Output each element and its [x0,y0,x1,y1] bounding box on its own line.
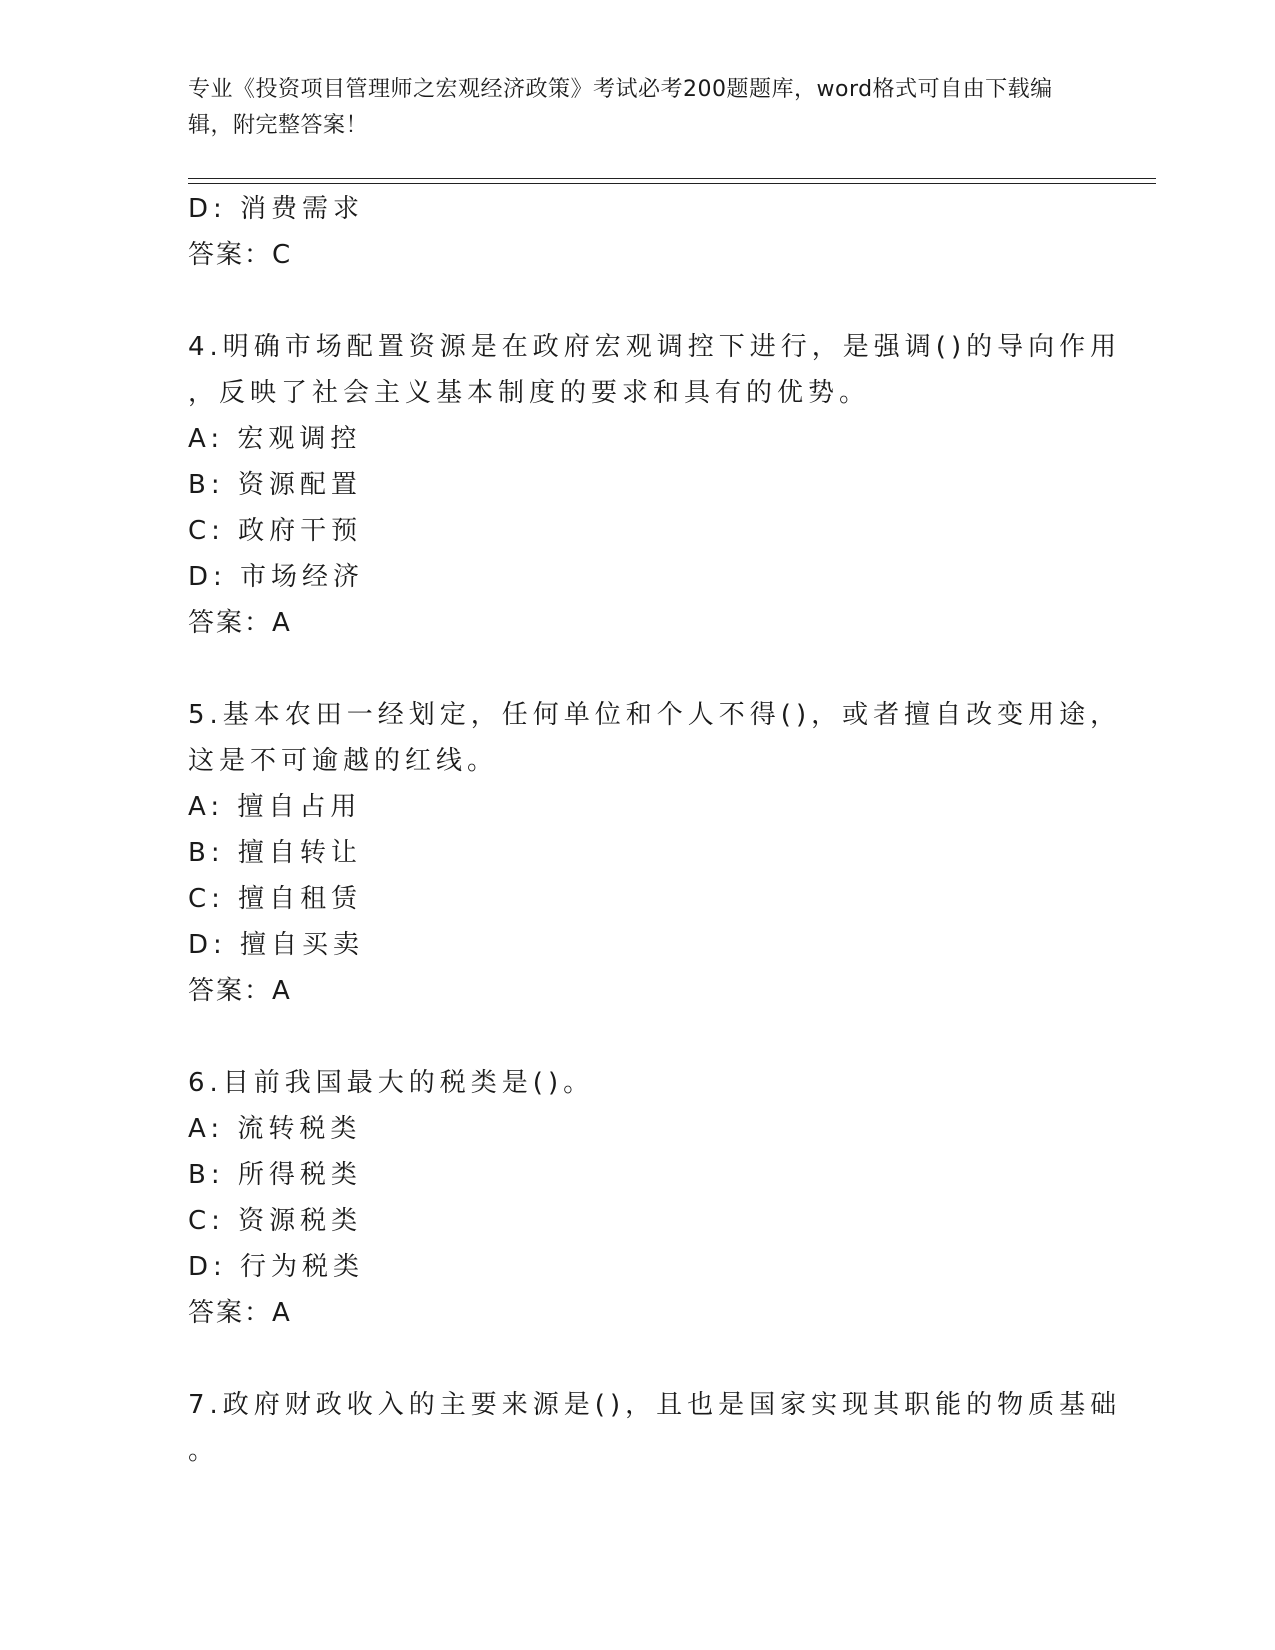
option-b: B: 资源配置 [188,470,362,500]
header-divider-top [188,178,1156,179]
option-d: D: 行为税类 [188,1252,365,1282]
option-c: C: 擅自租赁 [188,884,363,914]
question-list [188,186,1122,1474]
question-stem: 5.基本农田一经划定，任何单位和个人不得()，或者擅自改变用途， [188,700,1122,730]
option-c: C: 资源税类 [188,1206,363,1236]
option-b: B: 擅自转让 [188,838,362,868]
spacer [188,1336,1088,1382]
question-stem: 7.政府财政收入的主要来源是()，且也是国家实现其职能的物质基础 [188,1390,1122,1420]
question-3-tail [188,186,1088,278]
question-stem-continued: 这是不可逾越的红线。 [188,746,499,776]
question-stem: 6.目前我国最大的税类是()。 [188,1068,595,1098]
question-5 [188,692,1122,1014]
option-a: A: 流转税类 [188,1114,362,1144]
question-stem-continued: 。 [188,1436,220,1466]
answer: 答案：A [188,608,292,638]
option-d: D: 市场经济 [188,562,365,592]
option-d: D: 擅自买卖 [188,930,365,960]
answer: 答案：A [188,976,292,1006]
spacer [188,646,1088,692]
option-a: A: 宏观调控 [188,424,362,454]
option-d: D: 消费需求 [188,194,365,224]
spacer [188,1014,1088,1060]
option-b: B: 所得税类 [188,1160,362,1190]
question-7 [188,1382,1122,1474]
question-6 [188,1060,1088,1336]
question-4 [188,324,1122,646]
question-stem: 4.明确市场配置资源是在政府宏观调控下进行，是强调()的导向作用 [188,332,1122,362]
spacer [188,278,1088,324]
option-a: A: 擅自占用 [188,792,362,822]
answer: 答案：C [188,240,293,270]
header-divider-bottom [188,183,1156,184]
answer: 答案：A [188,1298,292,1328]
document-header: 专业《投资项目管理师之宏观经济政策》考试必考200题题库，word格式可自由下载编辑，附完整答案！ [188,77,1053,138]
question-stem-continued: ，反映了社会主义基本制度的要求和具有的优势。 [188,378,871,408]
option-c: C: 政府干预 [188,516,363,546]
